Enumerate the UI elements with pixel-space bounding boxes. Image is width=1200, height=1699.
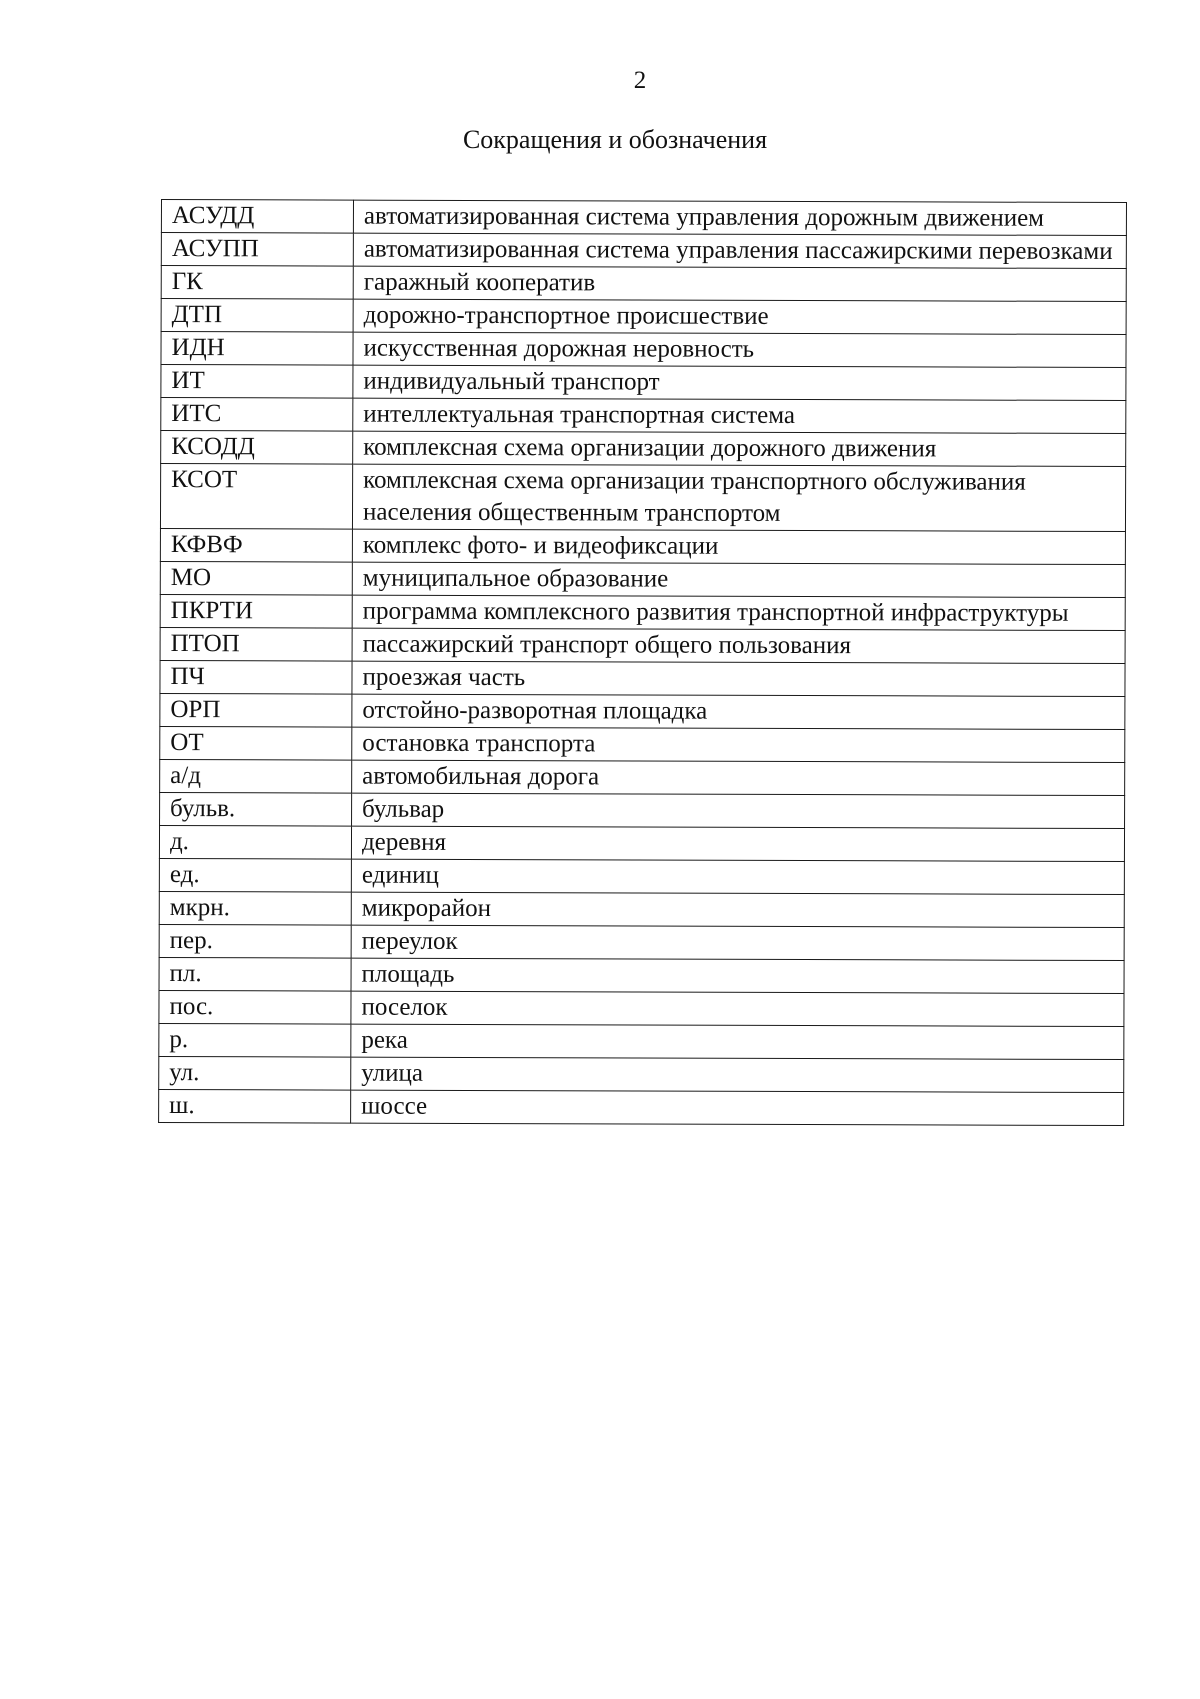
table-row <box>159 858 1124 894</box>
table-row <box>160 693 1125 729</box>
table-row <box>160 660 1125 696</box>
table-row <box>159 1056 1124 1092</box>
meaning-cell: шоссе <box>351 1090 1124 1125</box>
table-row <box>160 594 1125 630</box>
abbreviation-cell: КСОДД <box>161 431 353 465</box>
abbreviation-cell: МО <box>160 561 352 595</box>
meaning-cell: деревня <box>351 826 1124 861</box>
meaning-cell: переулок <box>351 925 1124 960</box>
table-row <box>159 891 1124 927</box>
abbreviation-cell: ш. <box>159 1089 351 1123</box>
meaning-cell: комплекс фото- и видеофиксации <box>352 529 1125 564</box>
abbreviation-cell: ул. <box>159 1056 351 1090</box>
meaning-cell: автоматизированная система управления пассажирскими перевозками <box>353 233 1126 268</box>
table-row <box>159 1089 1124 1125</box>
abbreviation-cell: а/д <box>160 759 352 793</box>
table-row <box>160 627 1125 663</box>
meaning-cell: комплексная схема организации дорожного движения <box>353 431 1126 466</box>
meaning-cell: муниципальное образование <box>352 562 1125 597</box>
meaning-cell: проезжая часть <box>352 661 1125 696</box>
table-row <box>159 825 1124 861</box>
abbreviation-cell: ДТП <box>161 299 353 333</box>
table-row <box>161 398 1126 434</box>
abbreviation-cell: ОТ <box>160 726 352 760</box>
meaning-cell: микрорайон <box>351 892 1124 927</box>
meaning-cell: индивидуальный транспорт <box>353 365 1126 400</box>
meaning-cell: интеллектуальная транспортная система <box>353 398 1126 433</box>
table-row <box>161 266 1126 302</box>
abbreviation-cell: пл. <box>159 957 351 991</box>
meaning-cell: автоматизированная система управления дорожным движением <box>353 200 1126 235</box>
abbreviation-cell: ИТ <box>161 365 353 399</box>
abbreviation-cell: ОРП <box>160 693 352 727</box>
table-row <box>160 464 1125 532</box>
meaning-cell: комплексная схема организации транспортного обслуживания населения общественным транспортом <box>352 464 1125 531</box>
meaning-cell: автомобильная дорога <box>352 760 1125 795</box>
table-row <box>159 990 1124 1026</box>
table-row <box>160 792 1125 828</box>
meaning-cell: бульвар <box>352 793 1125 828</box>
abbreviations-table <box>158 199 1127 1126</box>
table-row <box>161 365 1126 401</box>
meaning-cell: единиц <box>351 859 1124 894</box>
abbreviation-cell: АСУПП <box>161 233 353 267</box>
meaning-cell: остановка транспорта <box>352 727 1125 762</box>
abbreviation-cell: д. <box>159 825 351 859</box>
meaning-cell: дорожно-транспортное происшествие <box>353 299 1126 334</box>
meaning-cell: пассажирский транспорт общего пользования <box>352 628 1125 663</box>
abbreviation-cell: ИТС <box>161 398 353 432</box>
abbreviation-cell: мкрн. <box>159 891 351 925</box>
abbreviation-cell: р. <box>159 1023 351 1057</box>
abbreviation-cell: КСОТ <box>160 464 352 530</box>
table-row <box>161 200 1126 236</box>
meaning-cell: улица <box>351 1057 1124 1092</box>
page-title: Сокращения и обозначения <box>462 125 768 154</box>
table-row <box>160 759 1125 795</box>
table-row <box>160 561 1125 597</box>
meaning-cell: искусственная дорожная неровность <box>353 332 1126 367</box>
abbreviation-cell: пос. <box>159 990 351 1024</box>
page-number: 2 <box>633 67 647 94</box>
abbreviation-cell: пер. <box>159 924 351 958</box>
meaning-cell: поселок <box>351 991 1124 1026</box>
table-row <box>159 924 1124 960</box>
abbreviation-cell: ПЧ <box>160 660 352 694</box>
table-row <box>161 332 1126 368</box>
table-row <box>160 726 1125 762</box>
abbreviation-cell: ед. <box>159 858 351 892</box>
abbreviation-cell: ПКРТИ <box>160 594 352 628</box>
meaning-cell: река <box>351 1024 1124 1059</box>
meaning-cell: площадь <box>351 958 1124 993</box>
abbreviation-cell: КФВФ <box>160 528 352 562</box>
abbreviation-cell: ГК <box>161 266 353 300</box>
abbreviation-cell: АСУДД <box>161 200 353 234</box>
table-row <box>161 233 1126 269</box>
table-row <box>159 1023 1124 1059</box>
abbreviation-cell: ИДН <box>161 332 353 366</box>
table-row <box>160 528 1125 564</box>
abbreviation-cell: бульв. <box>160 792 352 826</box>
abbreviation-cell: ПТОП <box>160 627 352 661</box>
table-row <box>161 431 1126 467</box>
meaning-cell: программа комплексного развития транспортной инфраструктуры <box>352 595 1125 630</box>
meaning-cell: гаражный кооператив <box>353 266 1126 301</box>
table-row <box>161 299 1126 335</box>
table-row <box>159 957 1124 993</box>
meaning-cell: отстойно-разворотная площадка <box>352 694 1125 729</box>
